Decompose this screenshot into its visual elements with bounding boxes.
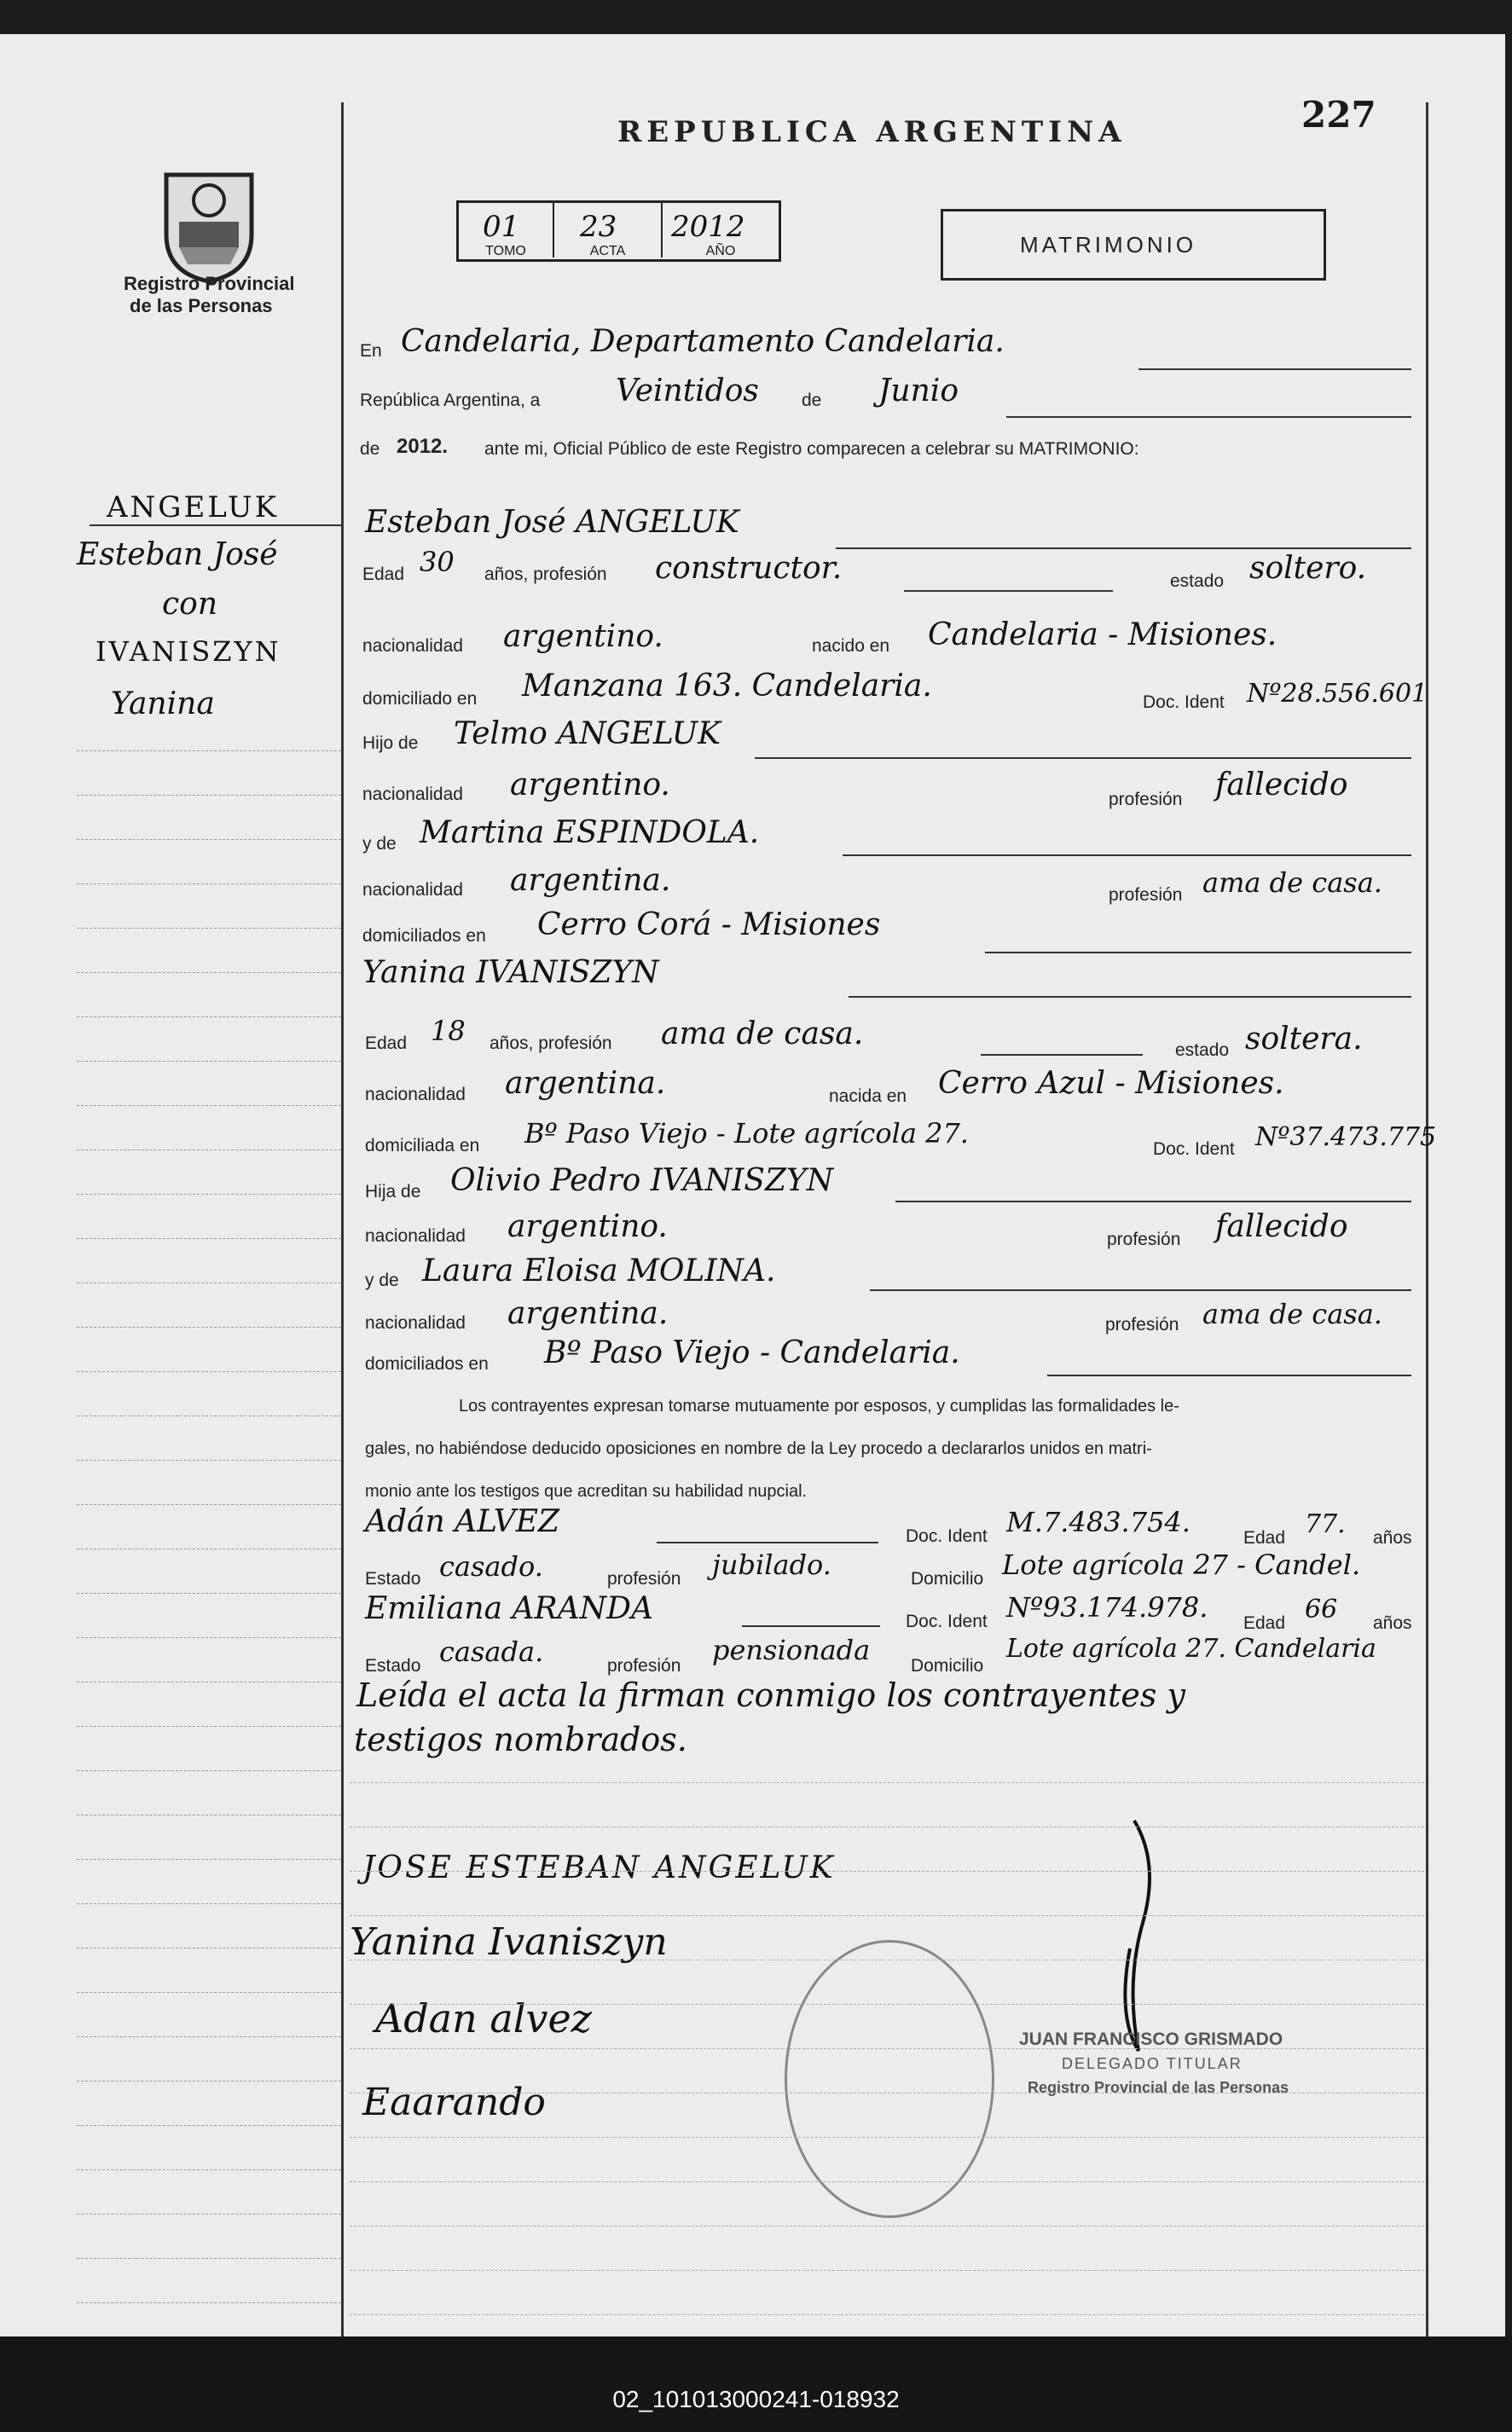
groom-domicile: Manzana 163. Candelaria. [522, 669, 932, 704]
witness1-age-label: Edad [1243, 1528, 1286, 1548]
bride-domicile: Bº Paso Viejo - Lote agrícola 27. [524, 1117, 969, 1149]
bride-mother-nat: argentina. [507, 1296, 669, 1331]
right-border [1426, 102, 1428, 2336]
bride-mother: Laura Eloisa MOLINA. [422, 1254, 776, 1288]
image-caption-bar [0, 2336, 1512, 2432]
margin-ruled-line [77, 839, 341, 840]
witness2-doc: Nº93.174.978. [1006, 1591, 1208, 1624]
en-label: En [360, 341, 382, 361]
bride-mother-nat-label: nacionalidad [365, 1313, 466, 1333]
bride-doc: Nº37.473.775 [1255, 1122, 1437, 1152]
de-label: de [802, 391, 822, 410]
bride-age-label: Edad [365, 1034, 408, 1053]
ano-label: AÑO [705, 244, 736, 258]
margin-ruled-line [77, 1593, 341, 1594]
margin-ruled-line [77, 2258, 341, 2259]
margin-ruled-line [77, 1016, 341, 1017]
margin-ruled-line [77, 795, 341, 796]
bride-father-prof-label: profesión [1107, 1230, 1181, 1249]
bride-mother-label: y de [365, 1271, 399, 1290]
margin-surname-bride: IVANISZYN [96, 635, 281, 668]
margin-ruled-line [77, 1859, 341, 1860]
margin-con: con [162, 587, 218, 622]
witness1-dom-label: Domicilio [911, 1569, 984, 1589]
margin-ruled-line [77, 972, 341, 973]
margin-ruled-line [77, 1194, 341, 1195]
bride-nat-label: nacionalidad [365, 1085, 466, 1104]
groom-age: 30 [420, 546, 455, 578]
witness1-anos: años [1373, 1528, 1412, 1548]
bride-born-label: nacida en [829, 1086, 907, 1106]
act-day: Veintidos [616, 373, 759, 408]
groom-mother-prof: ama de casa. [1202, 866, 1382, 899]
body-ruled-line [350, 2270, 1424, 2271]
signature-groom: JOSE ESTEBAN ANGELUK [362, 1850, 836, 1885]
groom-doc-label: Doc. Ident [1143, 692, 1225, 712]
bride-father-prof: fallecido [1215, 1209, 1348, 1244]
bride-estado: soltera. [1245, 1022, 1363, 1057]
groom-dom-label: domiciliado en [362, 689, 478, 709]
bride-name: Yanina IVANISZYN [362, 955, 659, 990]
groom-father-prof: fallecido [1215, 767, 1348, 802]
bride-father-nat: argentino. [507, 1209, 668, 1244]
bride-mother-prof-label: profesión [1105, 1315, 1179, 1335]
act-number-box [456, 200, 781, 262]
bride-father-nat-label: nacionalidad [365, 1226, 466, 1246]
body-ruled-line [350, 2314, 1424, 2315]
margin-surname-groom: ANGELUK [107, 490, 280, 524]
bride-dom-label: domiciliada en [365, 1136, 480, 1155]
declaration-line1: Los contrayentes expresan tomarse mutuamente por esposos, y cumplidas las formalidades le- [459, 1397, 1179, 1416]
margin-ruled-line [77, 1371, 341, 1372]
witness2-domicile: Lote agrícola 27. Candelaria [1006, 1634, 1376, 1664]
acta-label: ACTA [589, 244, 626, 258]
signature-witness1: Adan alvez [375, 1995, 592, 2041]
body-ruled-line [350, 2181, 1424, 2182]
margin-ruled-line [77, 883, 341, 884]
witness1-estado: casado. [439, 1550, 543, 1583]
margin-ruled-line [77, 2081, 341, 2082]
closing-line1: Leída el acta la firman conmigo los contrayentes y [356, 1676, 1185, 1714]
tomo-value: 01 [483, 210, 520, 244]
bride-father-label: Hija de [365, 1182, 421, 1202]
witness2-age-label: Edad [1243, 1613, 1286, 1633]
tomo-label: TOMO [485, 244, 526, 258]
signature-witness2: Eaarando [362, 2081, 546, 2124]
bride-profession: ama de casa. [661, 1016, 864, 1051]
body-ruled-line [350, 1782, 1424, 1783]
province-seal-icon [154, 166, 264, 286]
groom-nat-label: nacionalidad [362, 636, 463, 656]
witness1-prof-label: profesión [607, 1569, 681, 1589]
margin-ruled-line [77, 928, 341, 929]
groom-age-label: Edad [362, 565, 405, 584]
margin-ruled-line [77, 1460, 341, 1461]
margin-ruled-line [77, 1238, 341, 1239]
witness1-estado-label: Estado [365, 1569, 421, 1589]
official-seal-stamp [785, 1940, 994, 2218]
witness1-doc: M.7.483.754. [1006, 1506, 1190, 1538]
groom-parents-dom-label: domiciliados en [362, 926, 486, 946]
witness2-name: Emiliana ARANDA [365, 1591, 653, 1626]
bride-parents-dom-label: domiciliados en [365, 1354, 489, 1374]
margin-ruled-line [77, 2169, 341, 2170]
acta-value: 23 [580, 210, 617, 244]
groom-father-nat-label: nacionalidad [362, 785, 463, 804]
groom-doc: Nº28.556.601 [1247, 679, 1428, 709]
groom-mother-nat: argentina. [510, 863, 671, 898]
groom-name: Esteban José ANGELUK [365, 505, 739, 540]
republic-label: República Argentina, a [360, 391, 541, 410]
bride-father: Olivio Pedro IVANISZYN [450, 1163, 834, 1198]
year-prefix: de [360, 439, 380, 459]
bride-nationality: argentina. [505, 1066, 666, 1101]
margin-ruled-line [77, 1149, 341, 1150]
bride-age: 18 [431, 1015, 466, 1047]
margin-ruled-line [77, 1504, 341, 1505]
signature-bride: Yanina Ivaniszyn [350, 1920, 668, 1964]
page-number: 227 [1301, 94, 1376, 136]
witness2-profession: pensionada [712, 1634, 871, 1666]
groom-father-prof-label: profesión [1109, 790, 1183, 809]
office-name-line2: de las Personas [130, 295, 273, 316]
closing-line2: testigos nombrados. [354, 1721, 687, 1758]
margin-ruled-line [77, 2036, 341, 2037]
bride-birthplace: Cerro Azul - Misiones. [938, 1066, 1284, 1101]
groom-father: Telmo ANGELUK [454, 716, 721, 751]
witness1-name: Adán ALVEZ [365, 1504, 560, 1539]
groom-parents-domicile: Cerro Corá - Misiones [537, 907, 881, 942]
bride-parents-domicile: Bº Paso Viejo - Candelaria. [544, 1335, 960, 1370]
margin-ruled-line [77, 1105, 341, 1106]
officer-name: JUAN FRANCISCO GRISMADO [1019, 2030, 1283, 2049]
bride-estado-label: estado [1175, 1040, 1230, 1060]
body-ruled-line [350, 2048, 1424, 2049]
margin-name-bride: Yanina [111, 686, 215, 721]
margin-divider [341, 102, 344, 2336]
groom-estado: soltero. [1249, 551, 1367, 586]
witness2-anos: años [1373, 1613, 1412, 1633]
office-name-line1: Registro Provincial [124, 273, 295, 294]
margin-ruled-line [77, 1992, 341, 1993]
act-month: Junio [878, 373, 959, 408]
witness2-estado-label: Estado [365, 1656, 421, 1676]
bride-doc-label: Doc. Ident [1153, 1139, 1235, 1159]
groom-birthplace: Candelaria - Misiones. [928, 617, 1277, 652]
groom-mother: Martina ESPINDOLA. [420, 815, 760, 850]
witness1-profession: jubilado. [712, 1549, 831, 1581]
act-place: Candelaria, Departamento Candelaria. [401, 324, 1005, 359]
body-ruled-line [350, 2137, 1424, 2138]
groom-mother-prof-label: profesión [1109, 885, 1183, 905]
margin-ruled-line [77, 1637, 341, 1638]
body-ruled-line [350, 1915, 1424, 1916]
image-caption: 02_101013000241-018932 [612, 2386, 900, 2412]
act-type-box [941, 209, 1326, 281]
witness2-estado: casada. [439, 1636, 544, 1668]
bride-age-suffix: años, profesión [490, 1034, 612, 1053]
margin-ruled-line [77, 1327, 341, 1328]
intro-sentence: ante mi, Oficial Público de este Registro comparecen a celebrar su MATRIMONIO: [484, 439, 1139, 459]
groom-age-suffix: años, profesión [484, 565, 607, 584]
margin-ruled-line [77, 2214, 341, 2215]
groom-profession: constructor. [655, 551, 843, 586]
act-type-label: MATRIMONIO [1020, 232, 1197, 258]
groom-father-nat: argentino. [510, 767, 670, 802]
witness2-doc-label: Doc. Ident [906, 1612, 988, 1631]
margin-ruled-line [77, 1061, 341, 1062]
margin-ruled-line [77, 1770, 341, 1771]
declaration-line2: gales, no habiéndose deducido oposiciones en nombre de la Ley procedo a declararlos unidos en matri- [365, 1439, 1152, 1458]
groom-born-label: nacido en [812, 636, 890, 656]
witness2-prof-label: profesión [607, 1656, 681, 1676]
body-ruled-line [350, 1871, 1424, 1872]
ano-value: 2012 [671, 210, 745, 244]
bride-mother-prof: ama de casa. [1202, 1298, 1382, 1330]
margin-ruled-line [77, 2125, 341, 2126]
act-year: 2012. [397, 435, 449, 458]
officer-title: DELEGADO TITULAR [1062, 2055, 1243, 2072]
witness2-age: 66 [1305, 1595, 1338, 1624]
margin-ruled-line [77, 1726, 341, 1727]
witness2-dom-label: Domicilio [911, 1656, 984, 1676]
groom-nationality: argentino. [503, 619, 663, 654]
officer-registry: Registro Provincial de las Personas [1028, 2079, 1289, 2096]
groom-father-label: Hijo de [362, 733, 419, 753]
document-page [0, 34, 1505, 2336]
witness1-domicile: Lote agrícola 27 - Candel. [1002, 1549, 1361, 1581]
margin-ruled-line [77, 2302, 341, 2303]
groom-mother-nat-label: nacionalidad [362, 880, 463, 900]
margin-name-groom: Esteban José [77, 537, 278, 572]
witness1-age: 77. [1305, 1509, 1346, 1539]
groom-mother-label: y de [362, 834, 397, 854]
country-title: REPUBLICA ARGENTINA [617, 115, 1127, 149]
witness1-doc-label: Doc. Ident [906, 1526, 988, 1546]
margin-ruled-line [77, 1903, 341, 1904]
groom-estado-label: estado [1170, 571, 1225, 591]
declaration-line3: monio ante los testigos que acreditan su habilidad nupcial. [365, 1482, 808, 1501]
body-ruled-line [350, 2004, 1424, 2005]
margin-ruled-line [77, 750, 341, 751]
